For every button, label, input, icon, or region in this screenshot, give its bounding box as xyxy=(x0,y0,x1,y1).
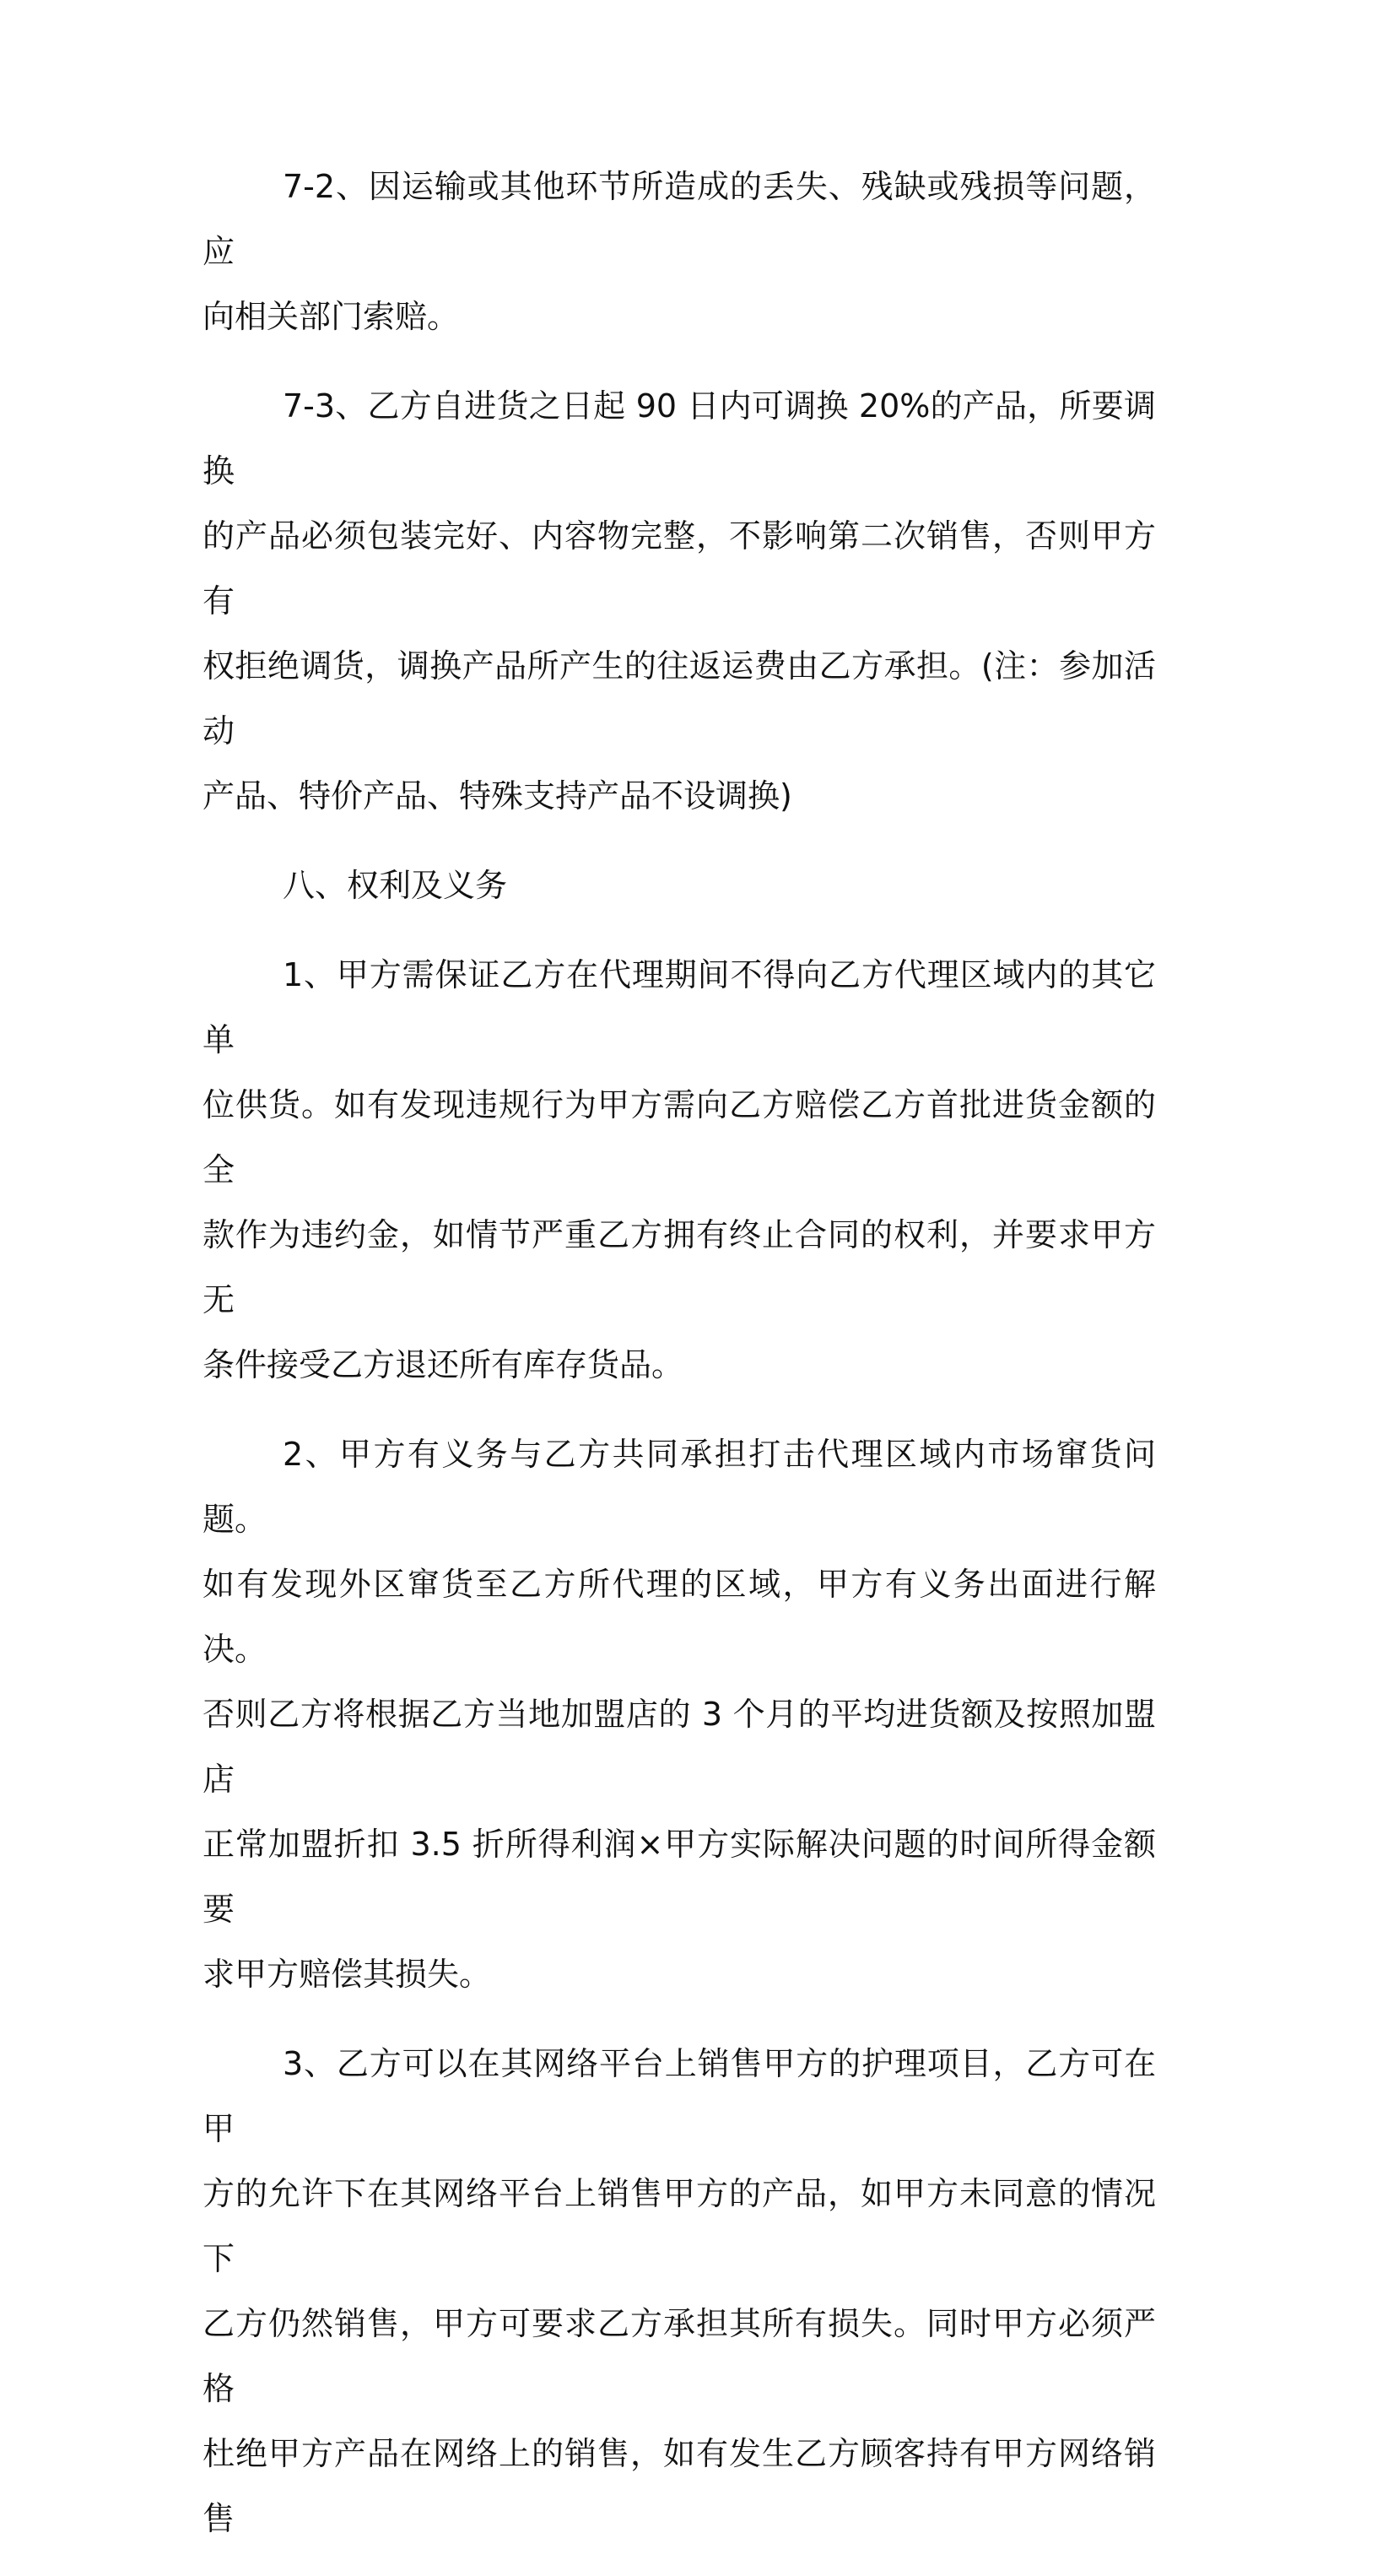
clause-8-2-paragraph: 2、甲方有义务与乙方共同承担打击代理区域内市场窜货问题。 如有发现外区窜货至乙方所代理的区域，甲方有义务出面进行解决。 否则乙方将根据乙方当地加盟店的 3 个月的平均进货额及按照加盟店 正常加盟折扣 3.5 折所得利润×甲方实际解决问题的时间所得金额要 求甲方赔偿其损失。 xyxy=(202,1436,1156,1993)
clause-8-1-paragraph: 1、甲方需保证乙方在代理期间不得向乙方代理区域内的其它单 位供货。如有发现违规行为甲方需向乙方赔偿乙方首批进货金额的全 款作为违约金，如情节严重乙方拥有终止合同的权利，并要求甲方无 条件接受乙方退还所有库存货品。 xyxy=(202,956,1156,1383)
section-heading: 八、权利及义务 xyxy=(283,867,508,904)
clause-7-3-paragraph: 7-3、乙方自进货之日起 90 日内可调换 20%的产品，所要调换 的产品必须包装完好、内容物完整，不影响第二次销售，否则甲方有 权拒绝调货，调换产品所产生的往返运费由乙方承担。(注：参加活动 产品、特价产品、特殊支持产品不设调换) xyxy=(202,387,1156,814)
clause-8-3-paragraph: 3、乙方可以在其网络平台上销售甲方的护理项目，乙方可在甲 方的允许下在其网络平台上销售甲方的产品，如甲方未同意的情况下 乙方仍然销售，甲方可要求乙方承担其所有损失。同时甲方必须严格 杜绝甲方产品在网络上的销售，如有发生乙方顾客持有甲方网络销售 xyxy=(202,2045,1156,2537)
document-body xyxy=(202,154,1156,2576)
clause-7-2-paragraph: 7-2、因运输或其他环节所造成的丢失、残缺或残损等问题，应 向相关部门索赔。 xyxy=(202,168,1156,335)
